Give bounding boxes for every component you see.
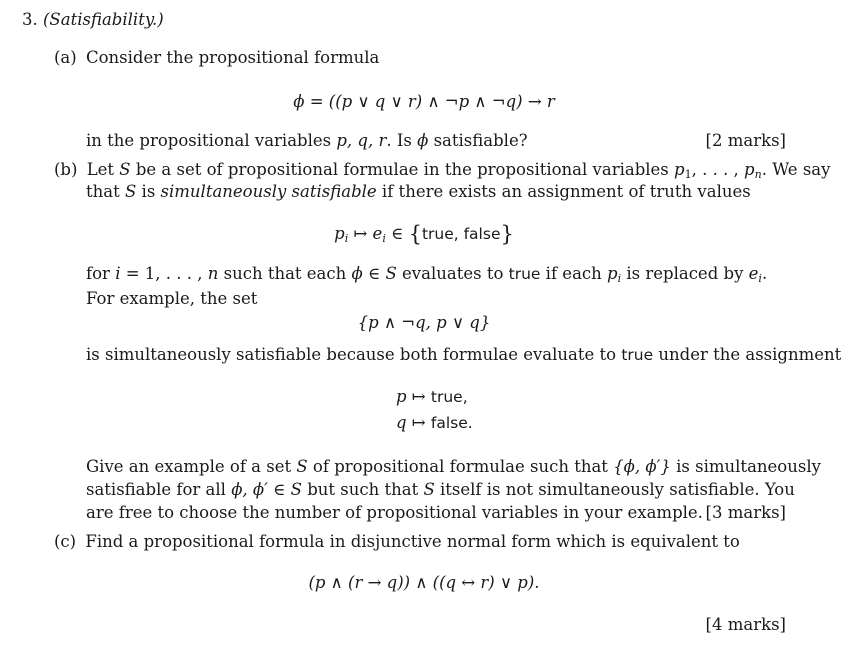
emphasis-term: simultaneously satisfiable <box>160 182 377 201</box>
part-b-task-line-1: Give an example of a set S of propositional formulae such that {ϕ, ϕ′} is simultaneously <box>86 457 821 476</box>
part-c-formula: (p ∧ (r → q)) ∧ ((q ↔ r) ∨ p). <box>308 573 540 592</box>
part-a-formula: ϕ = ((p ∨ q ∨ r) ∧ ¬p ∧ ¬q) → r <box>293 92 555 111</box>
example-set: {p ∧ ¬q, p ∨ q} <box>357 313 491 332</box>
question-title: (Satisfiability.) <box>43 10 164 29</box>
part-b-line-1: (b) Let S be a set of propositional formulae in the propositional variables $p_1$, . . . , $p_n$. We say <box>54 160 831 181</box>
part-a-vars: p, q, r <box>336 131 387 150</box>
part-c-intro: Find a propositional formula in disjunctive normal form which is equivalent to <box>85 532 740 551</box>
part-a-intro: Consider the propositional formula <box>85 48 380 67</box>
assignment-p: p ↦ true, <box>396 387 468 406</box>
part-b-line-3: for i = 1, . . . , n such that each ϕ ∈ S evaluates to true if each $p_i$ is replaced by $e_i$. <box>86 264 768 285</box>
part-a-question: in the propositional variables p, q, r. Is ϕ satisfiable? <box>86 131 528 150</box>
part-b-task-line-2: satisfiable for all ϕ, ϕ′ ∈ S but such that S itself is not simultaneously satisfiable. You <box>86 480 795 499</box>
assignment-q: q ↦ false. <box>396 413 473 432</box>
part-a-marks: [2 marks] <box>705 131 786 150</box>
assignment-formula: $p_i$ ↦ $e_i$ ∈ {true, false} <box>334 222 514 246</box>
part-b-line-2: that S is simultaneously satisfiable if there exists an assignment of truth values <box>86 182 751 201</box>
question-number: 3. <box>22 10 38 29</box>
part-c-label: (c) <box>54 532 77 551</box>
part-b-marks: [3 marks] <box>705 503 786 522</box>
part-c-marks: [4 marks] <box>705 615 786 634</box>
question-header <box>22 10 164 30</box>
part-c-intro-line <box>54 532 740 552</box>
example-intro: For example, the set <box>86 289 258 308</box>
part-b-task-line-3: are free to choose the number of propositional variables in your example. <box>86 503 703 522</box>
part-a-label: (a) <box>54 48 77 67</box>
part-b-label: (b) <box>54 160 78 179</box>
part-a-intro-line <box>54 48 379 68</box>
part-b-because-line: is simultaneously satisfiable because both formulae evaluate to true under the assignment <box>86 345 842 364</box>
